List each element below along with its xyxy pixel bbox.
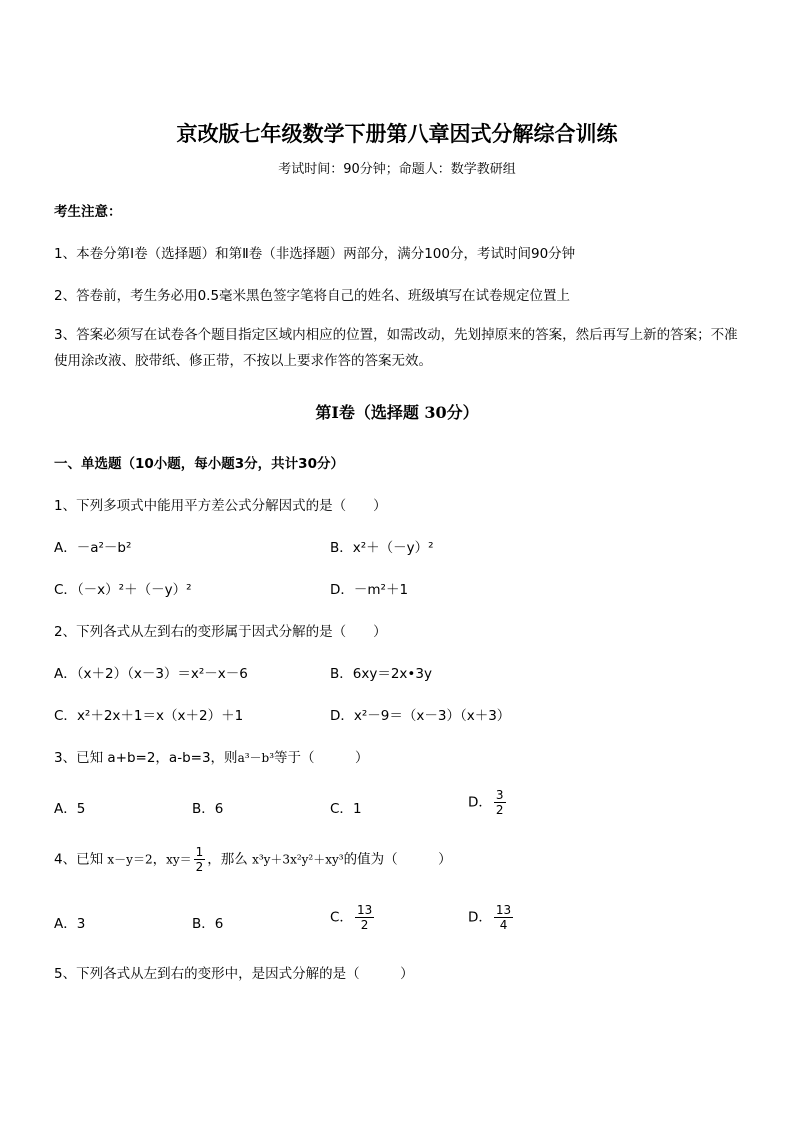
section-title: 第Ⅰ卷（选择题 30分） [315,403,479,422]
question-5-stem: 5、下列各式从左到右的变形中，是因式分解的是（ ） [54,966,414,982]
fraction-denominator: 2 [195,860,204,874]
option-text: －a²－b² [76,540,132,556]
option-label: B． [192,916,215,932]
fraction [494,788,506,817]
fraction-numerator: 3 [495,788,504,802]
option-label: C． [54,708,77,724]
fraction-denominator: 4 [499,918,508,932]
stem-prefix: 4、已知 [54,851,104,868]
notice-item-1: 1、本卷分第Ⅰ卷（选择题）和第Ⅱ卷（非选择题）两部分，满分100分，考试时间90分钟 [54,246,576,262]
option-label: D． [468,794,492,811]
option-text: 6 [214,801,224,817]
question-3-option-a [54,797,85,817]
option-label: A． [54,540,77,556]
option-label: A． [54,916,77,932]
question-4-option-d [468,903,515,932]
page-subtitle: 考试时间：90分钟；命题人：数学教研组 [278,162,516,177]
stem-suffix: 等于（ ） [274,750,369,766]
option-text: x²＋（－y）² [352,540,434,556]
question-1-option-c [54,578,192,598]
stem-condition-2: xy＝ [166,852,192,867]
option-label: D． [330,582,354,598]
question-2-option-b [330,662,432,682]
option-label: B． [330,666,353,682]
stem-condition-1: x－y＝2 [107,852,153,867]
question-2-option-a [54,662,248,682]
question-2-option-d [330,704,510,724]
option-label: B． [330,540,353,556]
fraction-numerator: 13 [356,903,373,917]
option-text: －m²＋1 [353,582,409,598]
question-2-option-c [54,704,243,724]
question-1-option-a [54,536,131,556]
fraction [194,845,206,874]
fraction [355,903,374,932]
notice-item-2: 2、答卷前，考生务必用0.5毫米黑色签字笔将自己的姓名、班级填写在试卷规定位置上 [54,288,571,304]
option-label: C． [54,582,77,598]
option-text: x²－9＝（x－3）（x＋3） [353,708,511,724]
option-label: C． [330,909,353,926]
notice-heading: 考生注意： [54,204,122,220]
question-4-option-b [192,912,223,932]
notice-item-3: 3、答案必须写在试卷各个题目指定区域内相应的位置，如需改动，先划掉原来的答案，然后再写上新的答案；不准使用涂改液、胶带纸、修正带，不按以上要求作答的答案无效。 [54,327,738,369]
question-4-option-c [330,903,376,932]
option-label: D． [330,708,354,724]
question-1-option-b [330,536,434,556]
option-text: 1 [352,801,362,817]
option-label: A． [54,666,77,682]
fraction-numerator: 13 [495,903,512,917]
option-text: x²＋2x＋1＝x（x＋2）＋1 [76,708,244,724]
fraction [494,903,513,932]
question-4-option-a [54,912,85,932]
option-label: D． [468,909,492,926]
question-3-option-c [330,797,362,817]
option-text: 6xy＝2x•3y [352,666,432,682]
option-label: A． [54,801,77,817]
option-text: 5 [76,801,86,817]
stem-expression: x³y＋3x²y²＋xy³ [252,852,344,867]
part-heading: 一、单选题（10小题，每小题3分，共计30分） [54,456,344,472]
question-3-stem [54,746,369,766]
stem-middle: ，那么 [207,851,248,868]
question-3-option-d [468,788,508,817]
question-1-option-d [330,578,408,598]
fraction-numerator: 1 [195,845,204,859]
page-title: 京改版七年级数学下册第八章因式分解综合训练 [176,121,618,146]
question-2-stem: 2、下列各式从左到右的变形属于因式分解的是（ ） [54,624,387,640]
option-text: 3 [76,916,86,932]
fraction-denominator: 2 [360,918,369,932]
question-4-stem: 4、已知 x－y＝2，xy＝ $\frac{1}{2}$ ，那么 x³y＋3x²y²＋xy³的值为（ ） [54,845,452,874]
stem-suffix: 的值为（ ） [343,851,452,868]
stem-prefix: 3、已知 a+b=2，a-b=3，则 [54,750,238,766]
question-3-option-b [192,797,223,817]
option-text: （x＋2）（x－3）＝x²－x－6 [76,666,248,682]
option-label: B． [192,801,215,817]
fraction-denominator: 2 [495,803,504,817]
stem-expression: a³－b³ [237,751,275,765]
option-text: 6 [214,916,224,932]
option-label: C． [330,801,353,817]
option-text: （－x）²＋（－y）² [76,582,192,598]
question-1-stem: 1、下列多项式中能用平方差公式分解因式的是（ ） [54,498,387,514]
